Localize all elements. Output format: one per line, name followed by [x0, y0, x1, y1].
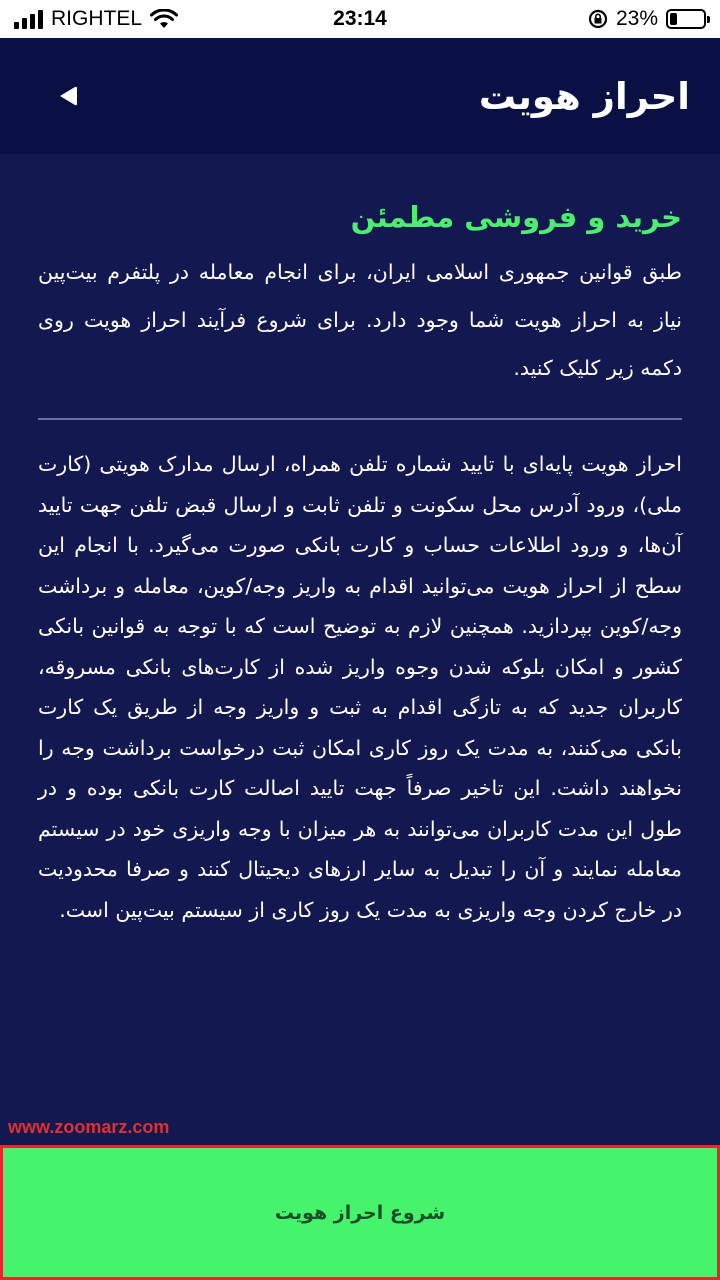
- divider: [38, 418, 682, 420]
- status-left: [14, 7, 178, 31]
- page-title: احراز هویت: [478, 74, 690, 118]
- status-right: [588, 7, 706, 31]
- intro-text: طبق قوانین جمهوری اسلامی ایران، برای انجام معامله در پلتفرم بیت‌پین نیاز به احراز هویت شما وجود دارد. برای شروع فرآیند احراز هویت روی دکمه زیر کلیک کنید.: [38, 260, 682, 380]
- signal-icon: [14, 9, 43, 29]
- watermark: www.zoomarz.com: [8, 1117, 170, 1137]
- rotation-lock-icon: [588, 9, 608, 29]
- start-verification-button[interactable]: [0, 1145, 720, 1280]
- app-header: [0, 38, 720, 154]
- details-text: احراز هویت پایه‌ای با تایید شماره تلفن همراه، ارسال مدارک هویتی (کارت ملی)، ورود آدرس محل سکونت و تلفن ثابت و ارسال قبض تلفن جهت تایید آن‌ها، و ورود اطلاعات حساب و کارت بانکی صورت می‌گیرد. با انجام این سطح از احراز هویت می‌توانید اقدام به واریز وجه/کوین، معامله و برداشت وجه/کوین بپردازید. همچنین لازم به توضیح است که با توجه به قوانین بانکی کشور و امکان بلوکه شدن وجوه واریز شده از کارت‌های بانکی مسروقه، کاربران جدید که به تازگی اقدام به ثبت و واریز وجه از طریق یک کارت بانکی می‌کنند، به مدت یک روز کاری امکان ثبت درخواست برداشت وجه را نخواهند داشت. این تاخیر صرفاً جهت تایید اصالت کارت بانکی بوده و در طول این مدت کاربران می‌توانند به هر میزان با وجه واریزی خود در سیستم معامله نمایند و آن را تبدیل به سایر ارزهای دیجیتال کنند و صرفا محدودیت در خارج کردن وجه واریزی به مدت یک روز کاری از سیستم بیت‌پین است.: [38, 452, 682, 922]
- main-content: [38, 200, 682, 930]
- status-bar: [0, 0, 720, 38]
- section-title: خرید و فروشی مطمئن: [350, 200, 682, 234]
- wifi-icon: [150, 9, 178, 29]
- status-time: 23:14: [333, 7, 387, 30]
- back-button[interactable]: [52, 80, 84, 112]
- carrier-name: RIGHTEL: [51, 7, 143, 30]
- battery-icon: [666, 9, 706, 29]
- start-verification-label: شروع احراز هویت: [274, 1201, 446, 1224]
- battery-percent: 23%: [615, 7, 658, 30]
- battery-level: [670, 13, 677, 25]
- back-arrow-icon: [57, 84, 79, 108]
